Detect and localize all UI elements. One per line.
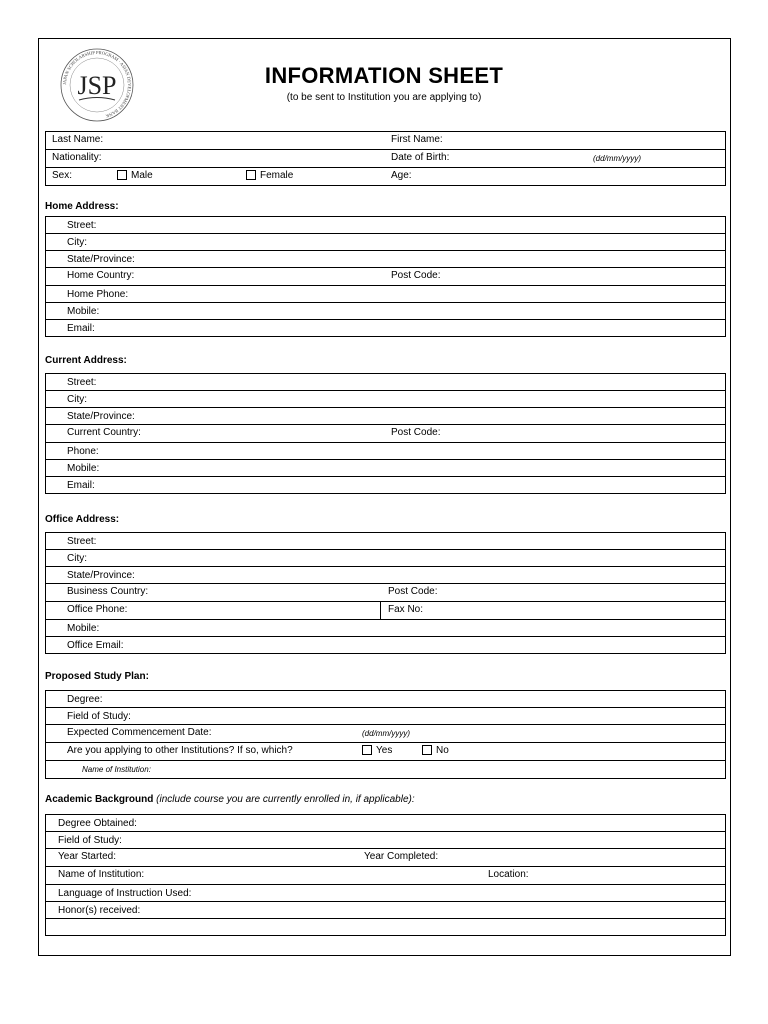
current-city-field[interactable]: City: <box>46 391 726 408</box>
nationality-field[interactable]: Nationality: Date of Birth: (dd/mm/yyyy) <box>46 150 726 168</box>
study-degree-field[interactable]: Degree: <box>46 691 726 708</box>
current-country-field[interactable]: Current Country: Post Code: <box>46 425 726 443</box>
current-email-field[interactable]: Email: <box>46 477 726 494</box>
svg-text:JAPAN SCHOLARSHIP PROGRAM · AS: JAPAN SCHOLARSHIP PROGRAM · ASIAN DEVELOPMENT BANK <box>61 49 133 119</box>
yes-checkbox[interactable] <box>362 745 372 755</box>
female-checkbox[interactable] <box>246 170 256 180</box>
office-country-field[interactable]: Business Country: Post Code: <box>46 584 726 602</box>
personal-table <box>45 131 726 186</box>
page-title: INFORMATION SHEET <box>264 63 504 88</box>
year-completed-label: Year Completed: <box>364 851 439 862</box>
home-phone-field[interactable]: Home Phone: <box>46 286 726 303</box>
home-mobile-field[interactable]: Mobile: <box>46 303 726 320</box>
first-name-label: First Name: <box>391 134 443 145</box>
dob-format: (dd/mm/yyyy) <box>593 154 641 163</box>
current-mobile-field[interactable]: Mobile: <box>46 460 726 477</box>
other-institutions-row: Are you applying to other Institutions? If so, which? Yes No <box>46 743 726 761</box>
study-field-field[interactable]: Field of Study: <box>46 708 726 725</box>
no-option[interactable]: No <box>422 745 449 756</box>
dob-label: Date of Birth: <box>391 152 450 163</box>
current-address-heading: Current Address: <box>45 355 127 366</box>
home-city-field[interactable]: City: <box>46 234 726 251</box>
current-phone-field[interactable]: Phone: <box>46 443 726 460</box>
last-name-field[interactable]: Last Name: First Name: <box>46 132 726 150</box>
office-street-field[interactable]: Street: <box>46 533 726 550</box>
home-address-table <box>45 216 726 337</box>
commencement-date-field[interactable]: Expected Commencement Date: (dd/mm/yyyy) <box>46 725 726 743</box>
year-started-field[interactable]: Year Started: Year Completed: <box>46 849 726 867</box>
sex-row: Sex: Male Female Age: <box>46 168 726 186</box>
yes-option[interactable]: Yes <box>362 745 392 756</box>
office-email-field[interactable]: Office Email: <box>46 637 726 654</box>
honors-field[interactable]: Honor(s) received: <box>46 902 726 919</box>
office-phone-field[interactable]: Office Phone: Fax No: <box>46 602 726 620</box>
commencement-format: (dd/mm/yyyy) <box>362 729 410 738</box>
male-checkbox[interactable] <box>117 170 127 180</box>
office-address-heading: Office Address: <box>45 514 120 525</box>
office-state-field[interactable]: State/Province: <box>46 567 726 584</box>
information-sheet <box>38 38 731 956</box>
page-subtitle: (to be sent to Institution you are applying to) <box>286 92 482 103</box>
office-address-table <box>45 532 726 654</box>
blank-row[interactable] <box>46 919 726 936</box>
home-street-field[interactable]: Street: <box>46 217 726 234</box>
academic-field-field[interactable]: Field of Study: <box>46 832 726 849</box>
male-option[interactable]: Male <box>117 170 153 181</box>
age-label: Age: <box>391 170 412 181</box>
academic-table <box>45 814 726 936</box>
location-label: Location: <box>488 869 529 880</box>
current-street-field[interactable]: Street: <box>46 374 726 391</box>
home-country-field[interactable]: Home Country: Post Code: <box>46 268 726 286</box>
home-email-field[interactable]: Email: <box>46 320 726 337</box>
current-state-field[interactable]: State/Province: <box>46 408 726 425</box>
academic-institution-field[interactable]: Name of Institution: Location: <box>46 867 726 885</box>
home-address-heading: Home Address: <box>45 201 119 212</box>
home-state-field[interactable]: State/Province: <box>46 251 726 268</box>
jsp-logo <box>57 45 137 125</box>
degree-obtained-field[interactable]: Degree Obtained: <box>46 815 726 832</box>
office-mobile-field[interactable]: Mobile: <box>46 620 726 637</box>
current-address-table <box>45 373 726 494</box>
institution-name-field[interactable]: Name of Institution: <box>46 761 726 779</box>
study-plan-table <box>45 690 726 779</box>
study-plan-heading: Proposed Study Plan: <box>45 671 149 682</box>
language-field[interactable]: Language of Instruction Used: <box>46 885 726 902</box>
fax-label: Fax No: <box>388 604 424 615</box>
office-post-code-label: Post Code: <box>388 586 438 597</box>
svg-text:JSP: JSP <box>77 71 117 100</box>
office-city-field[interactable]: City: <box>46 550 726 567</box>
academic-heading: Academic Background (include course you are currently enrolled in, if applicable): <box>45 794 415 805</box>
home-post-code-label: Post Code: <box>391 270 441 281</box>
no-checkbox[interactable] <box>422 745 432 755</box>
female-option[interactable]: Female <box>246 170 293 181</box>
current-post-code-label: Post Code: <box>391 427 441 438</box>
